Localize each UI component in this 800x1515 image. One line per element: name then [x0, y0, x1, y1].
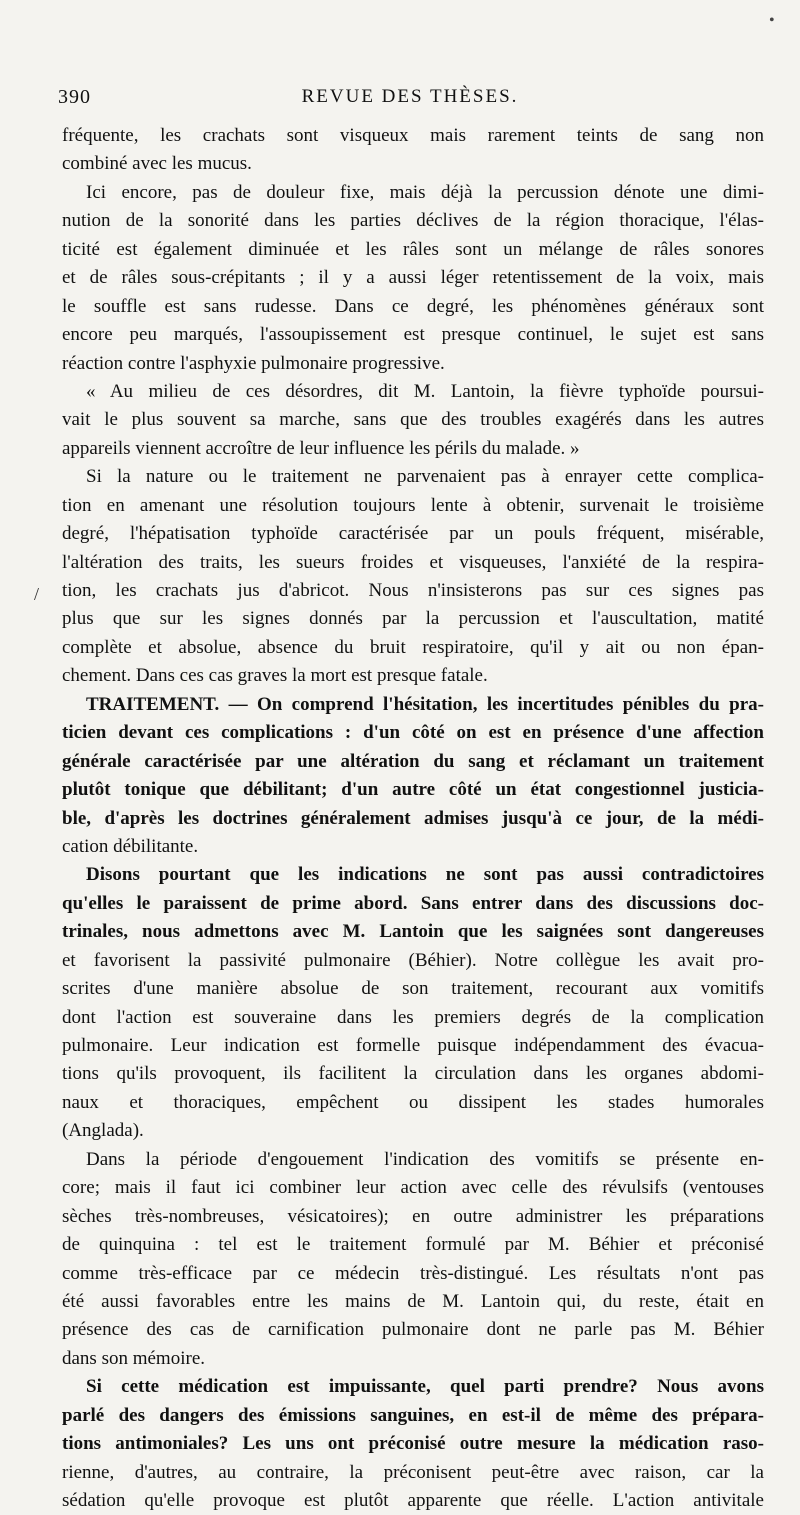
- text-line: Si cette médication est impuissante, quel parti prendre? Nous avons: [86, 1376, 764, 1398]
- text-line: naux et thoraciques, empêchent ou dissipent les stades humorales: [62, 1091, 764, 1113]
- text-line: (Anglada).: [62, 1120, 144, 1142]
- text-line: et favorisent la passivité pulmonaire (Béhier). Notre collègue les avait pro-: [62, 949, 764, 971]
- text-line: réaction contre l'asphyxie pulmonaire progressive.: [62, 352, 445, 374]
- text-line: et de râles sous-crépitants ; il y a aussi léger retentissement de la voix, mais: [62, 267, 764, 289]
- ink-speck: •: [769, 12, 775, 29]
- text-line: rienne, d'autres, au contraire, la préconisent peut-être avec raison, car la: [62, 1461, 764, 1483]
- text-line: présence des cas de carnification pulmonaire dont ne parle pas M. Béhier: [62, 1319, 764, 1341]
- text-line: été aussi favorables entre les mains de M. Lantoin qui, du reste, était en: [62, 1290, 764, 1312]
- text-line: nution de la sonorité dans les parties déclives de la région thoracique, l'élas-: [62, 210, 764, 232]
- text-line: dont l'action est souveraine dans les premiers degrés de la complication: [62, 1006, 764, 1028]
- text-line: « Au milieu de ces désordres, dit M. Lantoin, la fièvre typhoïde poursui-: [86, 380, 764, 402]
- text-line: chement. Dans ces cas graves la mort est presque fatale.: [62, 665, 488, 687]
- text-line: TRAITEMENT. — On comprend l'hésitation, les incertitudes pénibles du pra-: [86, 693, 764, 715]
- text-line: tions antimoniales? Les uns ont préconisé outre mesure la médication raso-: [62, 1433, 764, 1455]
- text-line: sédation qu'elle provoque est plutôt apparente que réelle. L'action antivitale: [62, 1490, 764, 1511]
- text-line: complète et absolue, absence du bruit respiratoire, qu'il y ait ou non épan-: [62, 636, 764, 658]
- text-line: sèches très-nombreuses, vésicatoires); en outre administrer les préparations: [62, 1205, 764, 1227]
- text-line: encore peu marqués, l'assoupissement est presque continuel, le sujet est sans: [62, 324, 764, 346]
- text-line: le souffle est sans rudesse. Dans ce degré, les phénomènes généraux sont: [62, 295, 764, 317]
- text-line: cation débilitante.: [62, 835, 199, 857]
- text-line: core; mais il faut ici combiner leur action avec celle des révulsifs (ventouses: [62, 1177, 764, 1199]
- text-line: Si la nature ou le traitement ne parvenaient pas à enrayer cette complica-: [86, 466, 764, 488]
- text-line: tion en amenant une résolution toujours lente à obtenir, survenait le troisième: [62, 494, 764, 516]
- text-line: générale caractérisée par une altération du sang et réclamant un traitement: [62, 750, 764, 772]
- page-header: [58, 86, 762, 112]
- text-line: scrites d'une manière absolue de son traitement, recourant aux vomitifs: [62, 978, 764, 1000]
- text-line: comme très-efficace par ce médecin très-distingué. Les résultats n'ont pas: [62, 1262, 764, 1284]
- text-line: l'altération des traits, les sueurs froides et visqueuses, l'anxiété de la respira-: [62, 551, 764, 573]
- text-line: plus que sur les signes donnés par la percussion et l'auscultation, matité: [62, 608, 764, 630]
- text-line: Ici encore, pas de douleur fixe, mais déjà la percussion dénote une dimi-: [86, 181, 764, 203]
- page-number: 390: [58, 86, 91, 108]
- text-line: Disons pourtant que les indications ne sont pas aussi contradictoires: [86, 864, 764, 886]
- text-line: ticien devant ces complications : d'un côté on est en présence d'une affection: [62, 722, 764, 744]
- body-text: [62, 122, 764, 1515]
- text-line: plutôt tonique que débilitant; d'un autre côté un état congestionnel justicia-: [62, 779, 764, 801]
- text-line: trinales, nous admettons avec M. Lantoin que les saignées sont dangereuses: [62, 921, 764, 943]
- text-line: ble, d'après les doctrines généralement admises jusqu'à ce jour, de la médi-: [62, 807, 764, 829]
- running-title: REVUE DES THÈSES.: [301, 86, 519, 107]
- text-line: tion, les crachats jus d'abricot. Nous n'insisterons pas sur ces signes pas: [62, 580, 764, 601]
- text-line: dans son mémoire.: [62, 1347, 206, 1369]
- text-line: de quinquina : tel est le traitement formulé par M. Béhier et préconisé: [62, 1234, 764, 1256]
- text-line: combiné avec les mucus.: [62, 153, 252, 175]
- text-line: qu'elles le paraissent de prime abord. Sans entrer dans des discussions doc-: [62, 892, 764, 914]
- text-line: pulmonaire. Leur indication est formelle puisque indépendamment des évacua-: [62, 1035, 764, 1056]
- text-line: Dans la période d'engouement l'indication des vomitifs se présente en-: [86, 1148, 764, 1170]
- text-line: tions qu'ils provoquent, ils facilitent la circulation dans les organes abdomi-: [62, 1063, 764, 1085]
- margin-mark: /: [34, 584, 40, 604]
- text-line: vait le plus souvent sa marche, sans que des troubles exagérés dans les autres: [62, 409, 764, 431]
- text-line: fréquente, les crachats sont visqueux mais rarement teints de sang non: [62, 125, 764, 146]
- text-line: parlé des dangers des émissions sanguines, en est-il de même des prépara-: [62, 1404, 764, 1426]
- text-line: appareils viennent accroître de leur influence les périls du malade. »: [62, 437, 580, 459]
- text-line: ticité est également diminuée et les râles sont un mélange de râles sonores: [62, 238, 764, 260]
- text-line: degré, l'hépatisation typhoïde caractérisée par un pouls fréquent, misérable,: [62, 523, 764, 545]
